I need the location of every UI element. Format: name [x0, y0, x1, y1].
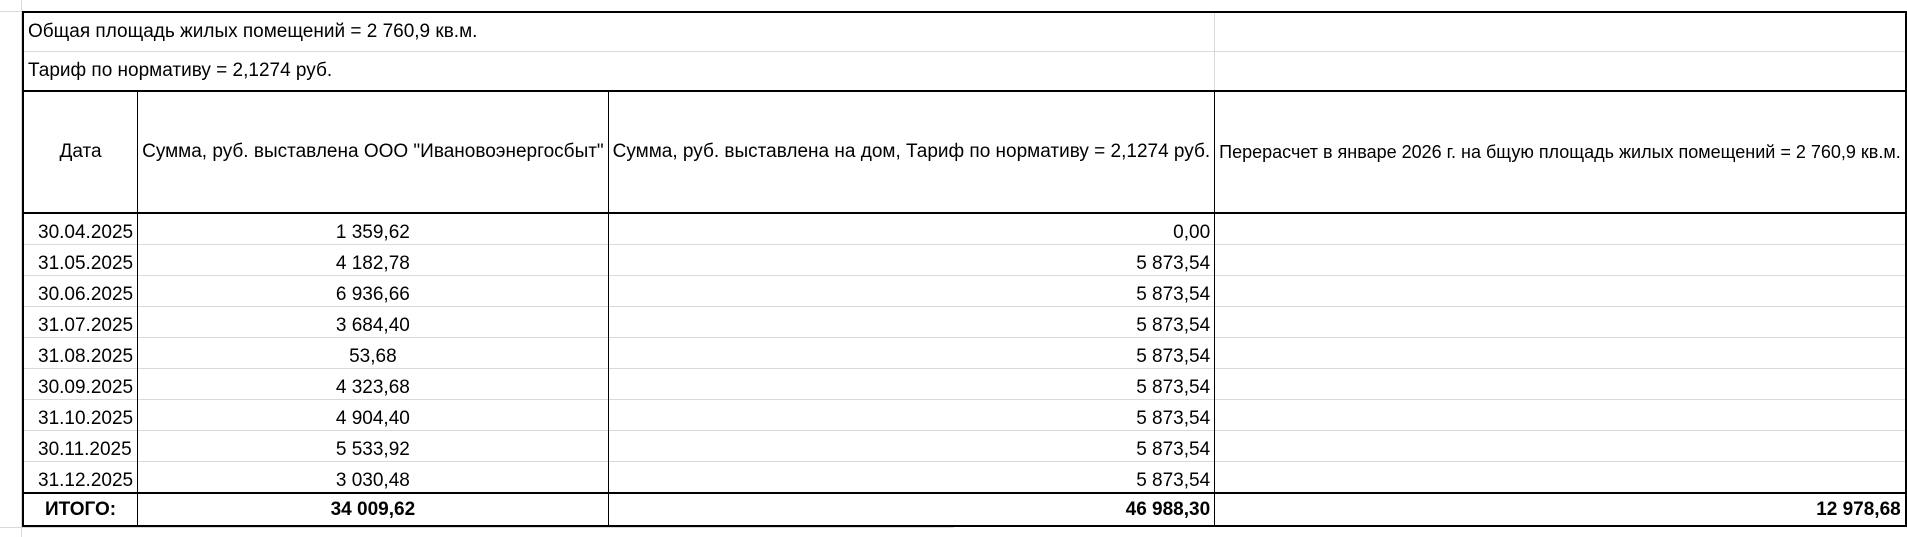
row-billed-house-cell[interactable]	[608, 245, 1214, 276]
table-row	[23, 338, 1906, 369]
totals-label-cell[interactable]	[23, 493, 138, 526]
row-date-value: 31.05.2025	[38, 253, 134, 274]
row-date-cell[interactable]	[23, 307, 138, 338]
table-row	[23, 245, 1906, 276]
row-recalc-cell[interactable]	[1215, 462, 1906, 494]
row-billed-company-value: 3 684,40	[335, 315, 410, 336]
row-billed-company-cell[interactable]	[138, 400, 609, 431]
totals-billed-house: 46 988,30	[1125, 498, 1211, 520]
row-billed-company-cell[interactable]	[138, 245, 609, 276]
totals-billed-house-cell[interactable]	[608, 493, 1214, 526]
table-row	[23, 369, 1906, 400]
row-billed-house-cell[interactable]	[608, 307, 1214, 338]
row-billed-house-value: 5 873,54	[1136, 284, 1211, 305]
empty-cell[interactable]	[1215, 52, 1906, 92]
table-body	[23, 213, 1906, 493]
row-billed-company-value: 6 936,66	[335, 284, 410, 305]
info-row-tariff	[23, 52, 1906, 92]
row-billed-company-value: 4 323,68	[335, 377, 410, 398]
totals-label: ИТОГО:	[44, 498, 117, 520]
row-date-cell[interactable]	[23, 213, 138, 245]
row-billed-house-value: 0,00	[1173, 222, 1211, 243]
billing-table	[22, 11, 1907, 527]
header-billed-company[interactable]	[138, 91, 609, 213]
row-billed-company-value: 1 359,62	[335, 222, 410, 243]
totals-recalc-cell[interactable]	[1215, 493, 1906, 526]
table-row	[23, 213, 1906, 245]
header-billed-house[interactable]	[608, 91, 1214, 213]
row-billed-company-cell[interactable]	[138, 369, 609, 400]
table-row	[23, 276, 1906, 307]
row-recalc-cell[interactable]	[1215, 245, 1906, 276]
row-billed-house-value: 5 873,54	[1136, 439, 1211, 460]
row-billed-house-cell[interactable]	[608, 276, 1214, 307]
table-row	[23, 307, 1906, 338]
header-date-label: Дата	[59, 141, 102, 162]
row-date-value: 31.07.2025	[38, 315, 134, 336]
row-billed-company-value: 53,68	[349, 346, 397, 367]
tariff-text: Тариф по нормативу = 2,1274 руб.	[28, 60, 333, 81]
header-billed-company-label: Сумма, руб. выставлена ООО "Ивановоэнергосбыт"	[142, 141, 604, 162]
row-billed-company-value: 4 182,78	[335, 253, 410, 274]
info-row-area	[23, 12, 1906, 52]
tariff-cell[interactable]	[23, 52, 1215, 92]
total-area-cell[interactable]	[23, 12, 1215, 52]
row-billed-company-cell[interactable]	[138, 213, 609, 245]
row-date-value: 30.04.2025	[38, 222, 134, 243]
row-date-cell[interactable]	[23, 431, 138, 462]
row-date-cell[interactable]	[23, 369, 138, 400]
row-billed-company-cell[interactable]	[138, 338, 609, 369]
row-recalc-cell[interactable]	[1215, 400, 1906, 431]
row-billed-company-value: 5 533,92	[335, 439, 410, 460]
row-billed-company-cell[interactable]	[138, 276, 609, 307]
row-date-cell[interactable]	[23, 400, 138, 431]
table-row	[23, 400, 1906, 431]
row-billed-house-cell[interactable]	[608, 213, 1214, 245]
row-recalc-cell[interactable]	[1215, 431, 1906, 462]
row-billed-house-cell[interactable]	[608, 462, 1214, 494]
header-recalc-label: Перерасчет в январе 2026 г. на бщую площадь жилых помещений = 2 760,9 кв.м.	[1219, 142, 1901, 162]
row-billed-company-cell[interactable]	[138, 462, 609, 494]
row-date-cell[interactable]	[23, 338, 138, 369]
row-billed-house-value: 5 873,54	[1136, 253, 1211, 274]
row-billed-house-cell[interactable]	[608, 369, 1214, 400]
row-billed-house-cell[interactable]	[608, 338, 1214, 369]
row-billed-house-value: 5 873,54	[1136, 408, 1211, 429]
row-date-value: 31.12.2025	[38, 470, 134, 491]
row-billed-house-cell[interactable]	[608, 431, 1214, 462]
row-date-value: 30.11.2025	[38, 439, 132, 460]
total-area-text: Общая площадь жилых помещений = 2 760,9 кв.м.	[28, 21, 478, 42]
row-date-cell[interactable]	[23, 245, 138, 276]
row-date-value: 31.10.2025	[38, 408, 134, 429]
row-date-value: 31.08.2025	[38, 346, 134, 367]
row-date-cell[interactable]	[23, 276, 138, 307]
row-billed-house-value: 5 873,54	[1136, 470, 1211, 491]
table-row	[23, 431, 1906, 462]
row-recalc-cell[interactable]	[1215, 338, 1906, 369]
row-date-value: 30.06.2025	[38, 284, 134, 305]
row-date-cell[interactable]	[23, 462, 138, 494]
table-header-row	[23, 91, 1906, 213]
row-billed-house-value: 5 873,54	[1136, 346, 1211, 367]
row-billed-company-cell[interactable]	[138, 307, 609, 338]
row-recalc-cell[interactable]	[1215, 307, 1906, 338]
row-recalc-cell[interactable]	[1215, 276, 1906, 307]
totals-recalc: 12 978,68	[1816, 498, 1901, 520]
row-billed-house-cell[interactable]	[608, 400, 1214, 431]
empty-cell[interactable]	[1215, 12, 1906, 52]
row-billed-company-value: 4 904,40	[335, 408, 410, 429]
row-billed-house-value: 5 873,54	[1136, 315, 1211, 336]
row-billed-company-value: 3 030,48	[335, 470, 410, 491]
totals-billed-company-cell[interactable]	[138, 493, 609, 526]
table-row	[23, 462, 1906, 494]
header-billed-house-label: Сумма, руб. выставлена на дом, Тариф по нормативу = 2,1274 руб.	[612, 141, 1211, 162]
row-billed-house-value: 5 873,54	[1136, 377, 1211, 398]
totals-row	[23, 493, 1906, 526]
row-recalc-cell[interactable]	[1215, 213, 1906, 245]
row-billed-company-cell[interactable]	[138, 431, 609, 462]
header-recalc[interactable]	[1215, 91, 1906, 213]
row-recalc-cell[interactable]	[1215, 369, 1906, 400]
totals-billed-company: 34 009,62	[330, 498, 416, 520]
header-date[interactable]	[23, 91, 138, 213]
row-date-value: 30.09.2025	[38, 377, 134, 398]
spreadsheet	[22, 11, 1907, 527]
